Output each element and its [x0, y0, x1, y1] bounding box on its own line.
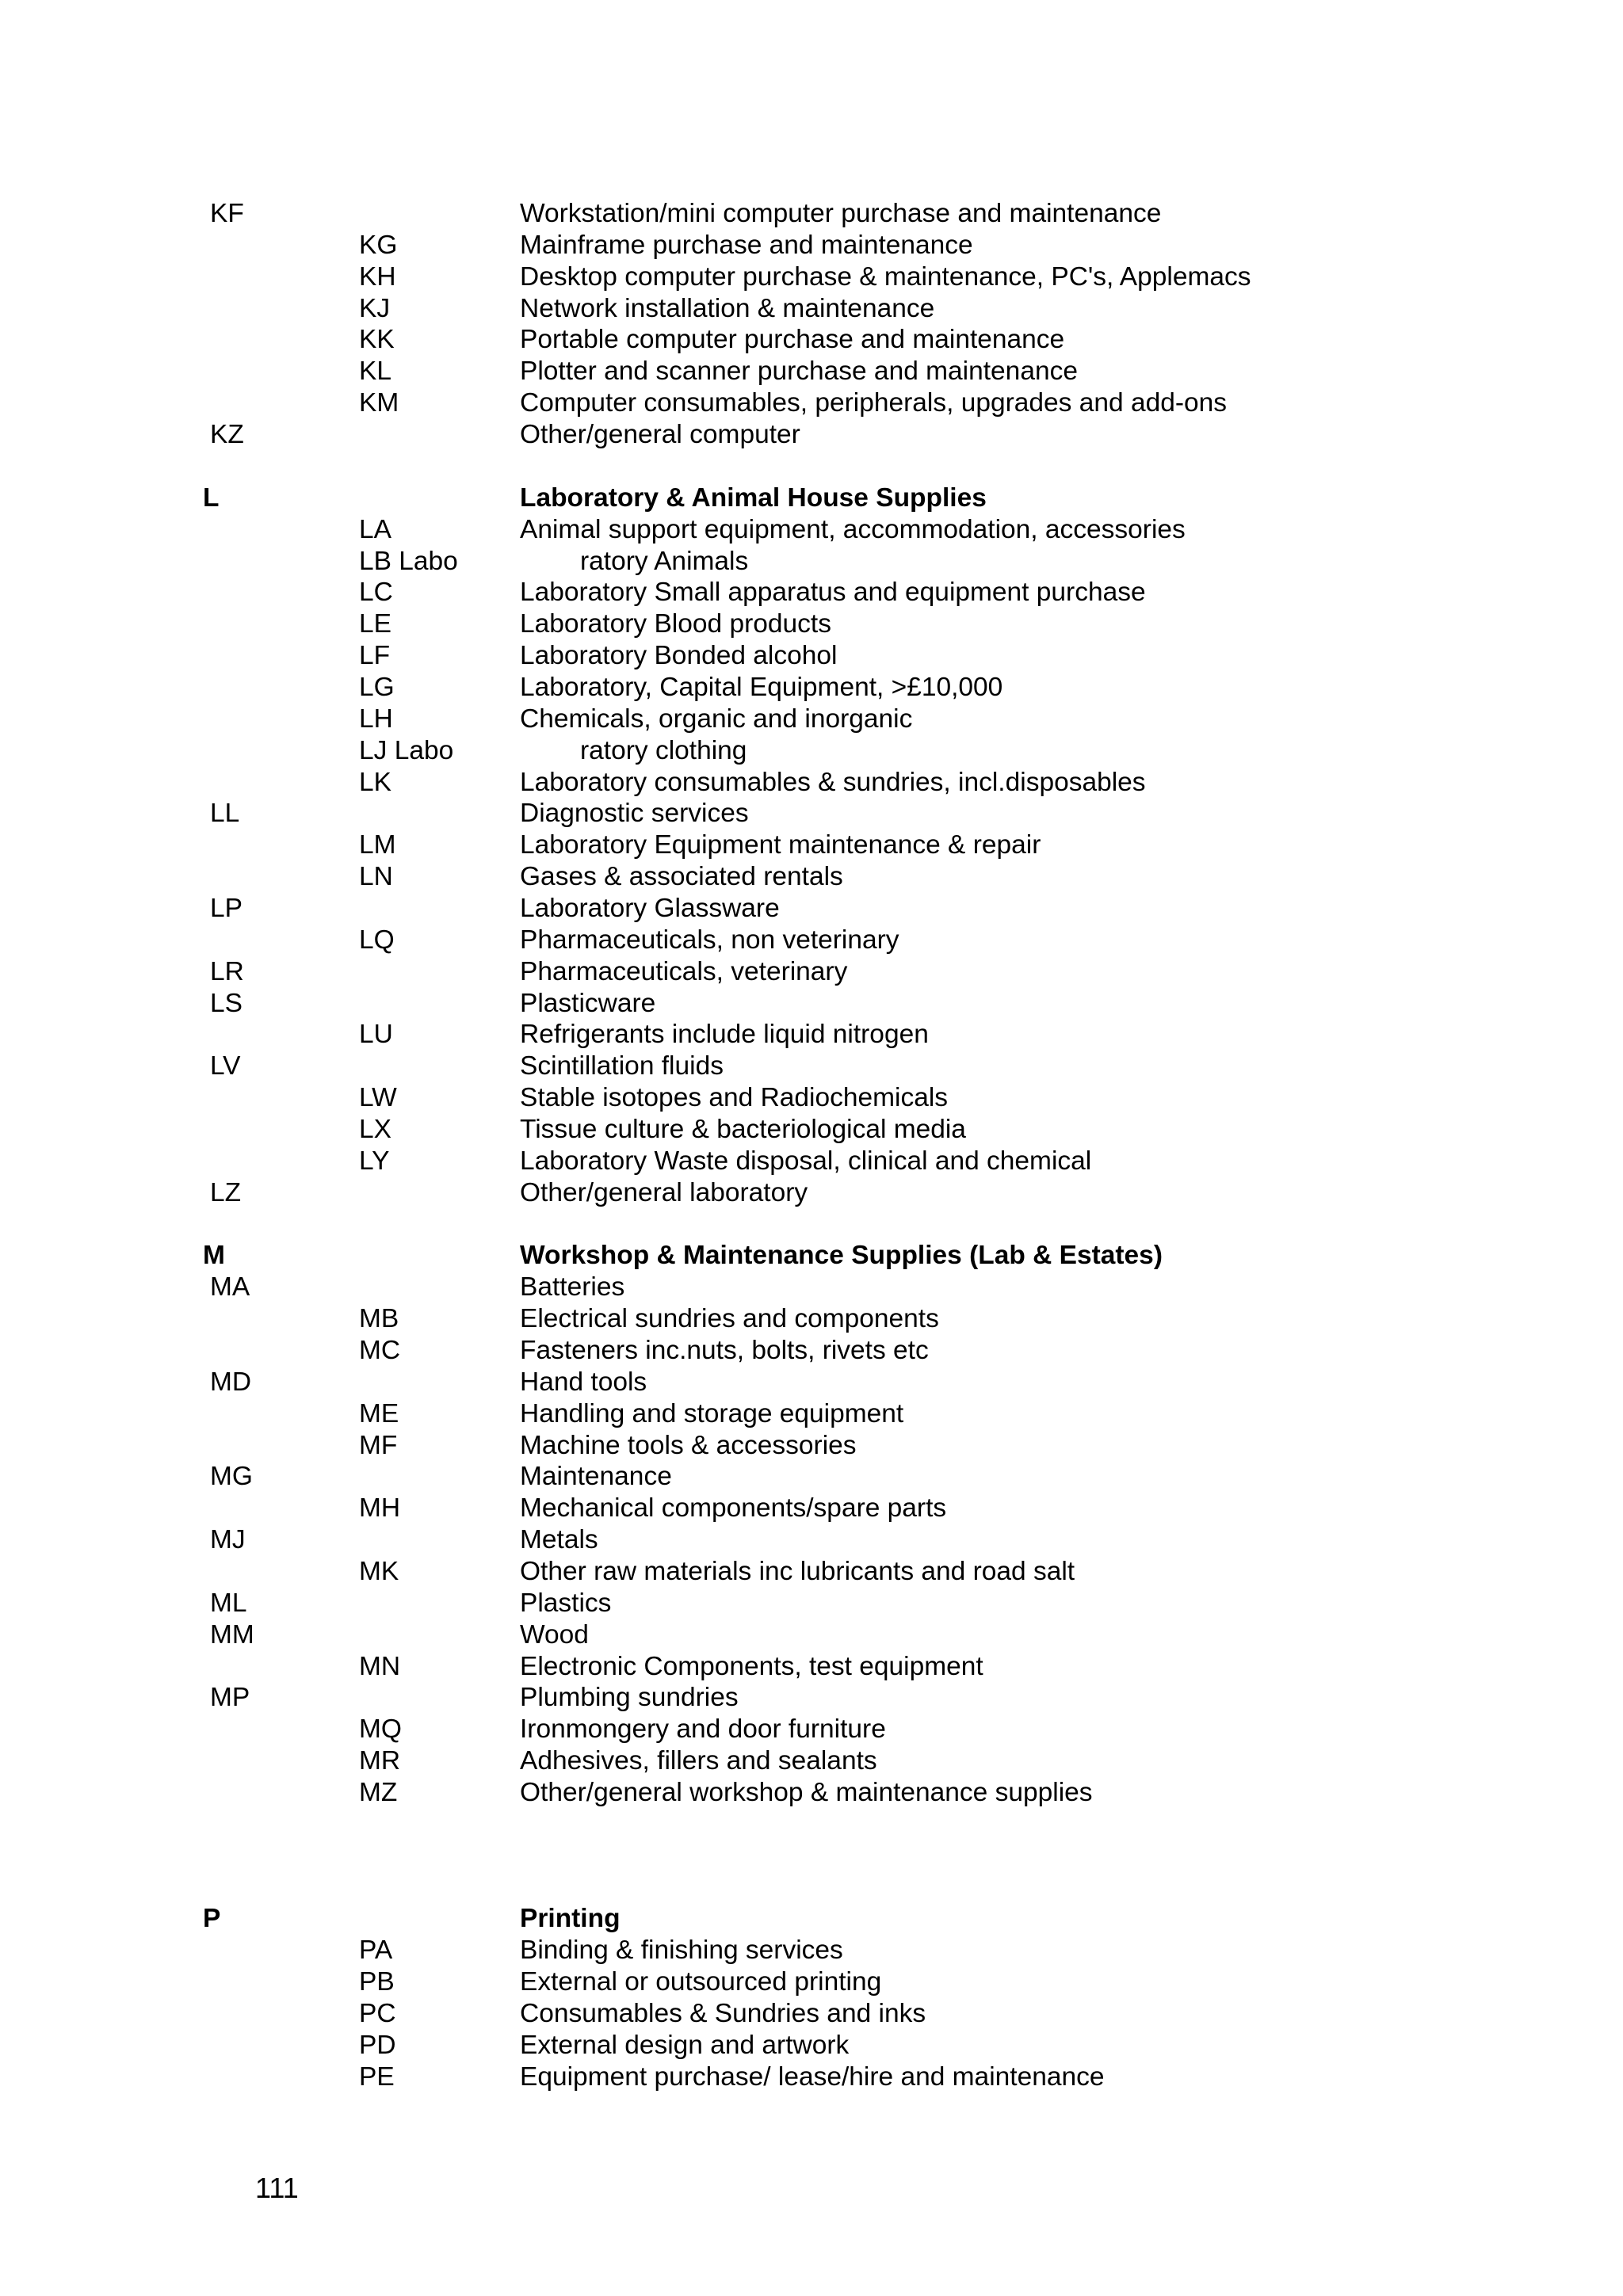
code-description: Ironmongery and door furniture [520, 1714, 886, 1745]
code-description: Laboratory, Capital Equipment, >£10,000 [520, 672, 1003, 702]
code-row [0, 1051, 1623, 1082]
secondary-code: MB [359, 1304, 399, 1334]
code-row [0, 1524, 1623, 1556]
code-description: Handling and storage equipment [520, 1398, 904, 1428]
primary-code: KF [210, 199, 244, 228]
code-description: Tissue culture & bacteriological media [520, 1114, 966, 1144]
code-description: ratory Animals [580, 546, 749, 576]
code-description: Maintenance [520, 1462, 672, 1492]
code-description: Refrigerants include liquid nitrogen [520, 1020, 929, 1050]
code-row [0, 830, 1623, 861]
code-description: Other/general workshop & maintenance supplies [520, 1778, 1093, 1807]
code-row [0, 1019, 1623, 1051]
secondary-code: KK [359, 325, 395, 355]
code-description: Plasticware [520, 988, 656, 1018]
primary-code: MP [210, 1683, 250, 1713]
secondary-code: LU [359, 1020, 393, 1050]
code-description: Laboratory Bonded alcohol [520, 641, 838, 670]
code-row [0, 1777, 1623, 1809]
code-row [0, 324, 1623, 356]
code-row [0, 514, 1623, 546]
code-description: External design and artwork [520, 2030, 850, 2060]
code-row [0, 1682, 1623, 1714]
code-description: Pharmaceuticals, veterinary [520, 956, 848, 986]
code-row [0, 387, 1623, 419]
code-description: Electronic Components, test equipment [520, 1651, 983, 1681]
secondary-code: LC [359, 578, 393, 608]
secondary-code: LW [359, 1083, 397, 1113]
secondary-code: LQ [359, 925, 395, 955]
secondary-code: LF [359, 641, 391, 670]
section-letter: M [203, 1241, 225, 1271]
code-row [0, 956, 1623, 988]
code-description: Laboratory Equipment maintenance & repair [520, 830, 1041, 860]
code-description: Desktop computer purchase & maintenance, PC's, Applemacs [520, 261, 1251, 292]
code-row [0, 1398, 1623, 1430]
code-row [0, 1493, 1623, 1524]
secondary-code: PE [359, 2061, 395, 2092]
secondary-code: MH [359, 1493, 401, 1524]
secondary-code: KL [359, 357, 391, 387]
primary-code: LS [210, 988, 242, 1018]
code-description: Plumbing sundries [520, 1683, 739, 1713]
code-description: Plastics [520, 1588, 612, 1618]
code-description: Laboratory Small apparatus and equipment purchase [520, 578, 1146, 608]
code-row [0, 988, 1623, 1020]
code-description: Other raw materials inc lubricants and road salt [520, 1557, 1075, 1586]
code-row [0, 1651, 1623, 1683]
code-description: Stable isotopes and Radiochemicals [520, 1083, 949, 1113]
code-description: Adhesives, fillers and sealants [520, 1746, 877, 1776]
code-description: Binding & finishing services [520, 1936, 843, 1966]
code-row [0, 1367, 1623, 1398]
code-description: Fasteners inc.nuts, bolts, rivets etc [520, 1336, 929, 1365]
code-description: Network installation & maintenance [520, 293, 935, 323]
code-description: Metals [520, 1525, 598, 1555]
code-row [0, 261, 1623, 293]
secondary-code: MR [359, 1746, 401, 1776]
primary-code: MM [210, 1619, 254, 1650]
code-description: Gases & associated rentals [520, 862, 843, 892]
code-row [0, 356, 1623, 387]
primary-code: MD [210, 1367, 252, 1397]
page-number: 111 [255, 2172, 299, 2204]
code-row [0, 861, 1623, 893]
code-row [0, 577, 1623, 608]
primary-code: LZ [210, 1177, 242, 1207]
code-row [0, 1556, 1623, 1588]
code-description: Electrical sundries and components [520, 1304, 939, 1334]
secondary-code: MQ [359, 1714, 402, 1745]
primary-code: LR [210, 956, 244, 986]
secondary-code: LJ Labo [359, 735, 454, 765]
code-description: Laboratory consumables & sundries, incl.disposables [520, 767, 1146, 797]
primary-code: KZ [210, 420, 244, 449]
code-row [0, 1619, 1623, 1651]
code-row [0, 293, 1623, 325]
code-row [0, 198, 1623, 230]
secondary-code: PB [359, 1967, 395, 1997]
primary-code: LL [210, 799, 240, 829]
code-description: Wood [520, 1619, 589, 1650]
code-row [0, 1177, 1623, 1209]
primary-code: LP [210, 893, 242, 923]
secondary-code: LE [359, 609, 391, 639]
code-row [0, 1430, 1623, 1462]
secondary-code: PA [359, 1936, 393, 1966]
primary-code: LV [210, 1051, 241, 1081]
code-description: Batteries [520, 1272, 625, 1302]
secondary-code: KM [359, 388, 399, 418]
code-row [0, 2030, 1623, 2061]
secondary-code: PD [359, 2030, 396, 2060]
code-description: Computer consumables, peripherals, upgrades and add-ons [520, 388, 1228, 418]
section-title: Laboratory & Animal House Supplies [520, 482, 987, 513]
code-row [0, 767, 1623, 799]
secondary-code: LK [359, 767, 391, 797]
section-letter: P [203, 1904, 221, 1934]
code-row [0, 546, 1623, 578]
code-description: Other/general laboratory [520, 1177, 808, 1207]
secondary-code: MK [359, 1557, 399, 1586]
primary-code: MJ [210, 1525, 246, 1555]
section-letter: L [203, 482, 220, 513]
secondary-code: MZ [359, 1778, 398, 1807]
code-row [0, 1272, 1623, 1303]
secondary-code: LY [359, 1146, 390, 1176]
section-title: Workshop & Maintenance Supplies (Lab & Estates) [520, 1241, 1163, 1271]
code-row [0, 1966, 1623, 1998]
code-row [0, 735, 1623, 767]
secondary-code: LB Labo [359, 546, 458, 576]
code-row [0, 1146, 1623, 1177]
code-description: Laboratory Waste disposal, clinical and chemical [520, 1146, 1092, 1176]
primary-code: MG [210, 1462, 253, 1492]
primary-code: ML [210, 1588, 247, 1618]
code-description: Pharmaceuticals, non veterinary [520, 925, 899, 955]
code-description: Laboratory Glassware [520, 893, 780, 923]
secondary-code: PC [359, 1999, 396, 2028]
code-row [0, 608, 1623, 640]
section-title: Printing [520, 1904, 621, 1934]
code-description: Other/general computer [520, 420, 800, 449]
code-row [0, 2061, 1623, 2093]
code-row [0, 230, 1623, 261]
code-description: Workstation/mini computer purchase and maintenance [520, 199, 1162, 228]
code-description: Chemicals, organic and inorganic [520, 704, 913, 734]
section-heading-row [0, 482, 1623, 514]
code-row [0, 1335, 1623, 1367]
code-description: Equipment purchase/ lease/hire and maintenance [520, 2061, 1105, 2092]
code-row [0, 640, 1623, 672]
code-description: Laboratory Blood products [520, 609, 831, 639]
code-row [0, 1714, 1623, 1745]
code-row [0, 672, 1623, 704]
code-row [0, 798, 1623, 830]
code-row [0, 925, 1623, 956]
section-heading-row [0, 1240, 1623, 1272]
code-description: ratory clothing [580, 735, 747, 765]
secondary-code: LG [359, 672, 395, 702]
secondary-code: KH [359, 261, 396, 292]
code-row [0, 1745, 1623, 1777]
code-description: Consumables & Sundries and inks [520, 1999, 926, 2028]
secondary-code: LN [359, 862, 393, 892]
code-description: Portable computer purchase and maintenance [520, 325, 1065, 355]
code-row [0, 1114, 1623, 1146]
code-row [0, 1082, 1623, 1114]
secondary-code: MF [359, 1430, 398, 1460]
secondary-code: KG [359, 230, 398, 260]
code-row [0, 893, 1623, 925]
code-description: Mainframe purchase and maintenance [520, 230, 973, 260]
code-row [0, 419, 1623, 451]
code-row [0, 1303, 1623, 1335]
code-row [0, 1998, 1623, 2030]
code-description: Plotter and scanner purchase and maintenance [520, 357, 1078, 387]
secondary-code: LM [359, 830, 396, 860]
code-description: Scintillation fluids [520, 1051, 724, 1081]
section-heading-row [0, 1903, 1623, 1935]
code-row [0, 1935, 1623, 1966]
code-description: Mechanical components/spare parts [520, 1493, 947, 1524]
code-description: Machine tools & accessories [520, 1430, 857, 1460]
code-description: Animal support equipment, accommodation, accessories [520, 514, 1186, 544]
code-row [0, 704, 1623, 735]
code-row [0, 1588, 1623, 1619]
secondary-code: MN [359, 1651, 401, 1681]
secondary-code: ME [359, 1398, 399, 1428]
secondary-code: MC [359, 1336, 401, 1365]
secondary-code: KJ [359, 293, 391, 323]
secondary-code: LA [359, 514, 391, 544]
code-description: Diagnostic services [520, 799, 749, 829]
code-description: Hand tools [520, 1367, 647, 1397]
secondary-code: LX [359, 1114, 391, 1144]
code-row [0, 1461, 1623, 1493]
code-description: External or outsourced printing [520, 1967, 882, 1997]
primary-code: MA [210, 1272, 250, 1302]
secondary-code: LH [359, 704, 393, 734]
